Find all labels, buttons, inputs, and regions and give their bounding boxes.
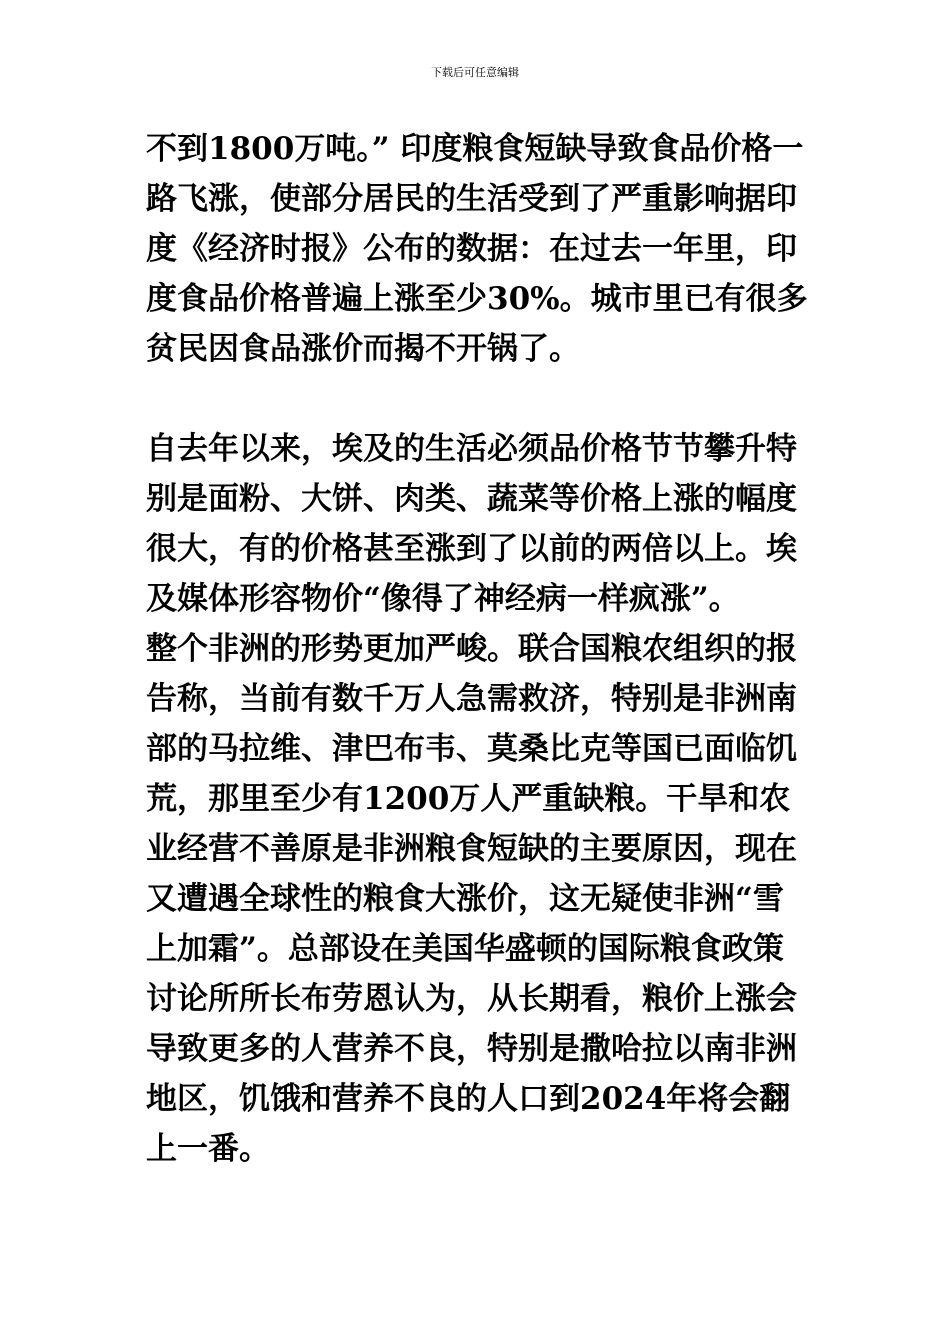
header-note: 下载后可任意编辑 xyxy=(431,66,519,79)
paragraph-spacer xyxy=(146,374,810,424)
paragraph-egypt-prices: 自去年以来，埃及的生活必须品价格节节攀升特别是面粉、大饼、肉类、蔬菜等价格上涨的幅度很大，有的价格甚至涨到了以前的两倍以上。埃及媒体形容物价“像得了神经病一样疯涨”。 xyxy=(146,431,797,617)
paragraph-africa-situation: 整个非洲的形势更加严峻。联合国粮农组织的报告称，当前有数千万人急需救济，特别是非洲南部的马拉维、津巴布韦、莫桑比克等国已面临饥荒，那里至少有1200万人严重缺粮。干旱和农业经营不善原是非洲粮食短缺的主要原因，现在又遭遇全球性的粮食大涨价，这无疑使非洲“雪上加霜”。总部设在美国华盛顿的国际粮食政策讨论所所长布劳恩认为，从长期看，粮价上涨会导致更多的人营养不良，特别是撒哈拉以南非洲地区，饥饿和营养不良的人口到2024年将会翻上一番。 xyxy=(146,631,797,1167)
document-body xyxy=(146,124,810,1174)
paragraph-india-food-prices: 不到1800万吨。” 印度粮食短缺导致食品价格一路飞涨，使部分居民的生活受到了严重影响据印度《经济时报》公布的数据：在过去一年里，印度食品价格普遍上涨至少30%。城市里已有很多贫民因食品涨价而揭不开锅了。 xyxy=(146,131,808,367)
